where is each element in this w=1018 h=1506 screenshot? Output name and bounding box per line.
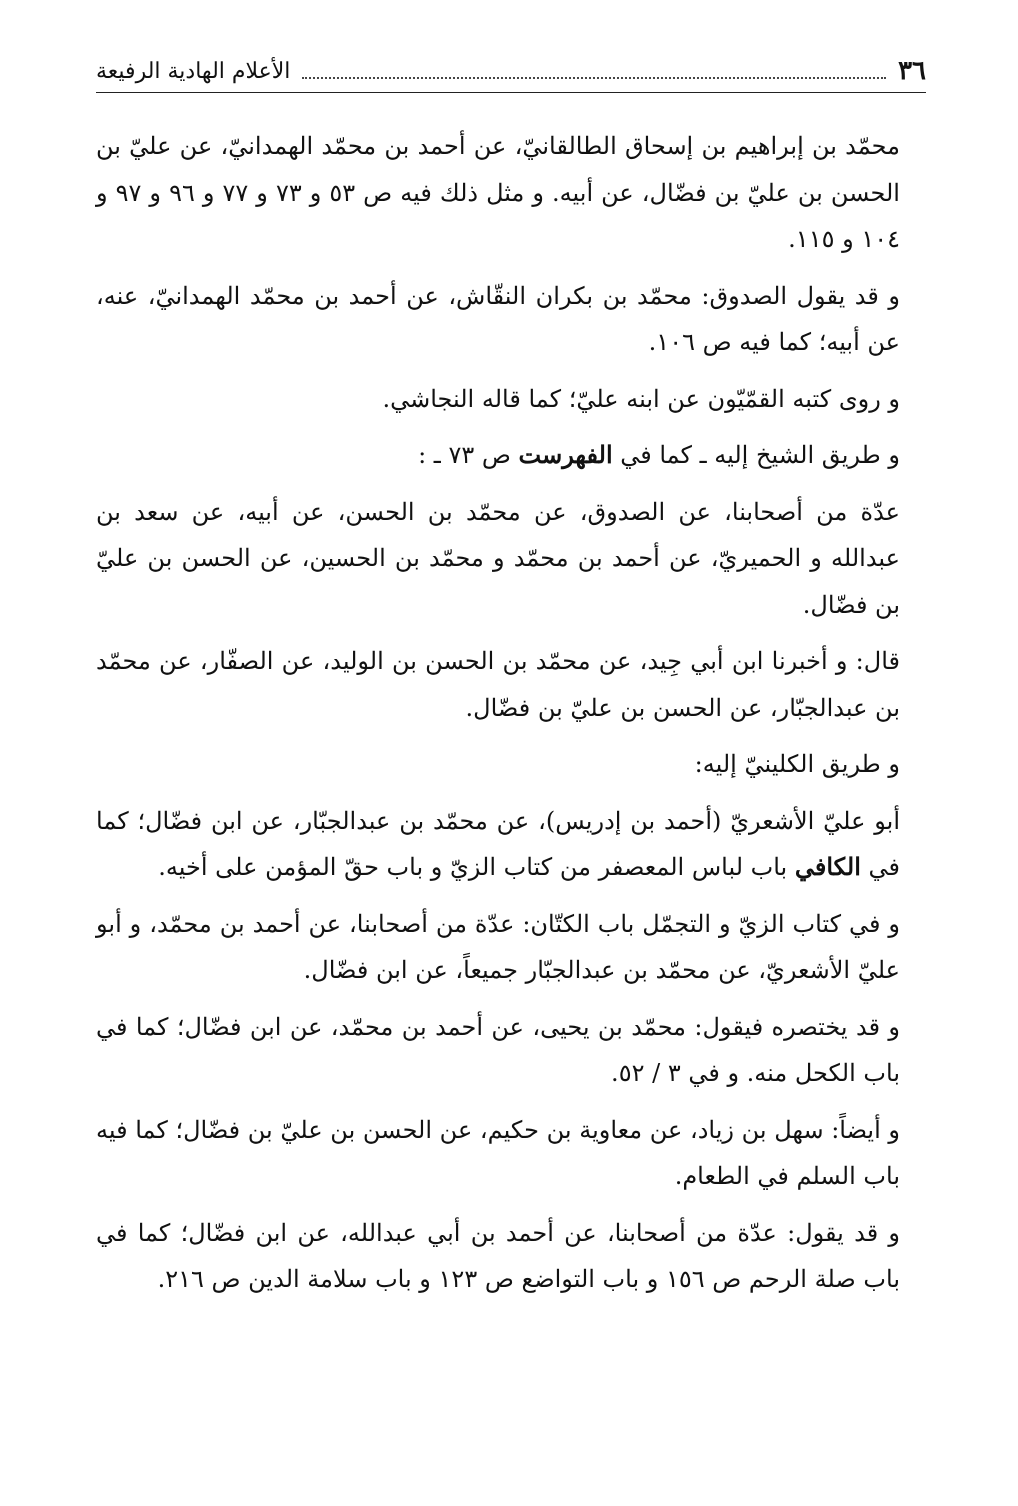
paragraph-text: أبو عليّ الأشعريّ (أحمد بن إدريس)، عن محمّد بن عبدالجبّار، عن ابن فضّال؛ كما في [96, 806, 901, 881]
paragraph: و في كتاب الزيّ و التجمّل باب الكتّان: عدّة من أصحابنا، عن أحمد بن محمّد، و أبو عليّ الأشعريّ، عن محمّد بن عبدالجبّار جميعاً، عن ابن فضّال. [96, 909, 900, 984]
leader-dots [302, 77, 886, 79]
page-number: ٣٦ [898, 56, 926, 86]
paragraph [96, 798, 926, 891]
paragraph: و قد يقول: عدّة من أصحابنا، عن أحمد بن أبي عبدالله، عن ابن فضّال؛ كما في باب صلة الرحم ص ١٥٦ و باب التواضع ص ١٢٣ و باب سلامة الدين ص ٢١٦. [96, 1218, 900, 1293]
paragraph-text: ص ٧٣ ـ : [418, 441, 519, 469]
paragraph: و روى كتبه القمّيّون عن ابنه عليّ؛ كما قاله النجاشي. [382, 384, 900, 413]
paragraph: و قد يختصره فيقول: محمّد بن يحيى، عن أحمد بن محمّد، عن ابن فضّال؛ كما في باب الكحل منه. و في ٣ / ٥٢. [96, 1012, 900, 1087]
page-body [96, 123, 926, 1303]
paragraph: عدّة من أصحابنا، عن الصدوق، عن محمّد بن الحسن، عن أبيه، عن سعد بن عبدالله و الحميريّ، عن أحمد بن محمّد و محمّد بن الحسين، عن الحسن بن عليّ بن فضّال. [96, 497, 900, 619]
paragraph: قال: و أخبرنا ابن أبي جِيد، عن محمّد بن الحسن بن الوليد، عن الصفّار، عن محمّد بن عبدالجبّار، عن الحسن بن عليّ بن فضّال. [96, 647, 900, 722]
paragraph [96, 432, 926, 479]
paragraph-text: و طريق الشيخ إليه ـ كما في [612, 441, 900, 469]
paragraph: و أيضاً: سهل بن زياد، عن معاوية بن حكيم، عن الحسن بن عليّ بن فضّال؛ كما فيه باب السلم في الطعام. [96, 1115, 900, 1190]
paragraph-text: باب لباس المعصفر من كتاب الزيّ و باب حقّ المؤمن على أخيه. [158, 853, 795, 881]
paragraph: و قد يقول الصدوق: محمّد بن بكران النقّاش، عن أحمد بن محمّد الهمدانيّ، عنه، عن أبيه؛ كما فيه ص ١٠٦. [96, 281, 900, 356]
book-page [96, 50, 926, 1470]
book-title-kafi: الكافي [794, 852, 861, 881]
book-title-fihrist: الفهرست [518, 440, 613, 469]
page-header [96, 50, 926, 93]
running-title: الأعلام الهادية الرفيعة [96, 58, 291, 84]
paragraph: محمّد بن إبراهيم بن إسحاق الطالقانيّ، عن أحمد بن محمّد الهمدانيّ، عن عليّ بن الحسن بن عليّ بن فضّال، عن أبيه. و مثل ذلك فيه ص ٥٣ و ٧٣ و ٧٧ و ٩٦ و ٩٧ و ١٠٤ و ١١٥. [96, 132, 900, 253]
paragraph: و طريق الكلينيّ إليه: [694, 750, 900, 778]
